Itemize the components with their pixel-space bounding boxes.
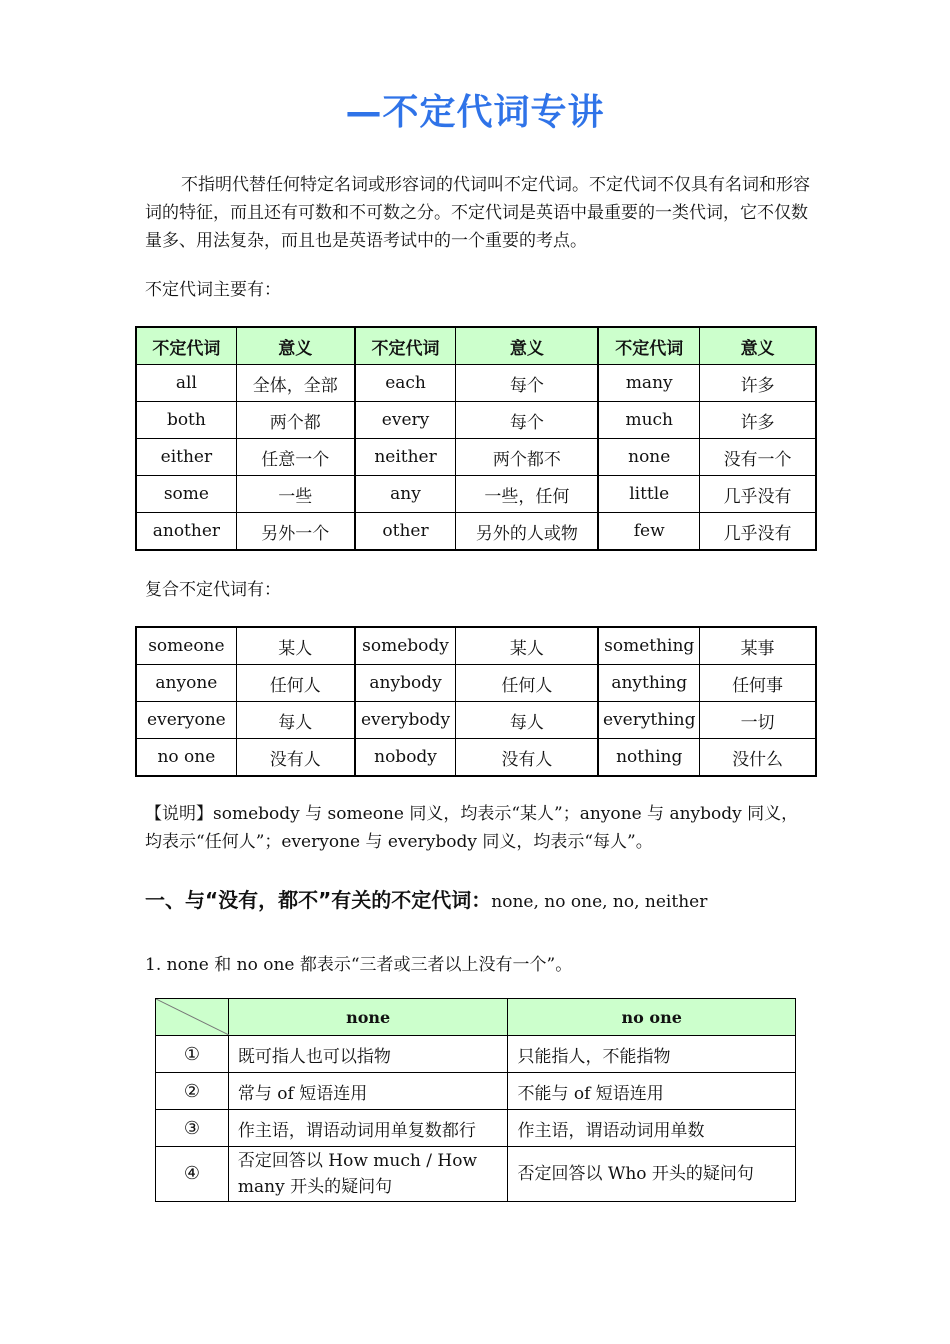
table-header-row xyxy=(156,999,796,1036)
table-cell: 每个 xyxy=(456,402,598,439)
table-cell: 一些 xyxy=(236,476,354,513)
none-vs-no-one-table xyxy=(155,998,796,1202)
table-cell: 没有一个 xyxy=(700,439,816,476)
table-cell: anything xyxy=(598,665,699,702)
compound-pronouns-label: 复合不定代词有： xyxy=(145,580,281,600)
table-cell: 只能指人，不能指物 xyxy=(508,1036,796,1073)
table-cell: nothing xyxy=(598,739,699,777)
table-cell: 几乎没有 xyxy=(700,476,816,513)
table-cell: many xyxy=(598,365,699,402)
compound-pronoun-table xyxy=(135,626,817,777)
table-row xyxy=(136,739,816,777)
table-row xyxy=(156,1147,796,1202)
table-cell: every xyxy=(355,402,456,439)
table-cell: 许多 xyxy=(700,402,816,439)
table-cell: no one xyxy=(136,739,236,777)
table-cell: 某人 xyxy=(236,627,354,665)
table-cell: 几乎没有 xyxy=(700,513,816,551)
note-paragraph: 【说明】somebody 与 someone 同义，均表示“某人”；anyone 与 anybody 同义，均表示“任何人”；everyone 与 everybody 同义，均表示“每人”。 xyxy=(145,804,799,852)
header-cell: 意义 xyxy=(236,327,354,365)
header-cell: none xyxy=(228,999,508,1036)
table-cell: 一切 xyxy=(700,702,816,739)
table-cell: someone xyxy=(136,627,236,665)
section-heading-words: none, no one, no, neither xyxy=(491,892,708,912)
header-cell: no one xyxy=(508,999,796,1036)
table-row xyxy=(156,1073,796,1110)
table-row xyxy=(136,476,816,513)
table-row xyxy=(136,702,816,739)
table-cell: somebody xyxy=(355,627,456,665)
table-cell: 某人 xyxy=(456,627,598,665)
page-title: —不定代词专讲 xyxy=(345,92,605,133)
table-cell: 常与 of 短语连用 xyxy=(228,1073,508,1110)
table-cell: 每人 xyxy=(456,702,598,739)
section-heading xyxy=(145,884,707,913)
table-cell: 任意一个 xyxy=(236,439,354,476)
row-number: ④ xyxy=(156,1147,229,1202)
header-cell: 不定代词 xyxy=(136,327,236,365)
table-cell: 作主语，谓语动词用单数 xyxy=(508,1110,796,1147)
table-row xyxy=(136,365,816,402)
table-cell: 另外一个 xyxy=(236,513,354,551)
table-row xyxy=(156,1036,796,1073)
table-cell: anybody xyxy=(355,665,456,702)
header-cell: 不定代词 xyxy=(355,327,456,365)
table-cell: 否定回答以 Who 开头的疑问句 xyxy=(508,1147,796,1202)
table-cell: each xyxy=(355,365,456,402)
intro-paragraph: 不指明代替任何特定名词或形容词的代词叫不定代词。不定代词不仅具有名词和形容词的特征，而且还有可数和不可数之分。不定代词是英语中最重要的一类代词，它不仅数量多、用法复杂，而且也是英语考试中的一个重要的考点。 xyxy=(145,175,810,251)
table-row xyxy=(136,513,816,551)
header-cell: 不定代词 xyxy=(598,327,699,365)
table-cell: 任何人 xyxy=(236,665,354,702)
table-cell: none xyxy=(598,439,699,476)
table-cell: everything xyxy=(598,702,699,739)
table-cell: 没有人 xyxy=(456,739,598,777)
table-cell: 不能与 of 短语连用 xyxy=(508,1073,796,1110)
table-cell: either xyxy=(136,439,236,476)
table-cell: 每人 xyxy=(236,702,354,739)
table-row xyxy=(136,665,816,702)
table-cell: some xyxy=(136,476,236,513)
table-row xyxy=(156,1110,796,1147)
diagonal-header-cell xyxy=(156,999,229,1036)
table-cell: 没有人 xyxy=(236,739,354,777)
table-cell: 全体，全部 xyxy=(236,365,354,402)
table-cell: everyone xyxy=(136,702,236,739)
table-cell: 每个 xyxy=(456,365,598,402)
main-pronouns-label: 不定代词主要有： xyxy=(145,280,281,300)
main-pronoun-table xyxy=(135,326,817,551)
table-cell: 没什么 xyxy=(700,739,816,777)
table-cell: 另外的人或物 xyxy=(456,513,598,551)
table-cell: another xyxy=(136,513,236,551)
table-row xyxy=(136,627,816,665)
table-cell: everybody xyxy=(355,702,456,739)
table-cell: other xyxy=(355,513,456,551)
table-cell: any xyxy=(355,476,456,513)
section-heading-text: 一、与“没有，都不”有关的不定代词： xyxy=(145,888,492,912)
table-header-row xyxy=(136,327,816,365)
table-cell: 任何事 xyxy=(700,665,816,702)
point-1-text: 1. none 和 no one 都表示“三者或三者以上没有一个”。 xyxy=(145,955,573,975)
table-cell: 许多 xyxy=(700,365,816,402)
table-row xyxy=(136,402,816,439)
table-cell: little xyxy=(598,476,699,513)
table-cell: 任何人 xyxy=(456,665,598,702)
table-row xyxy=(136,439,816,476)
table-cell: 某事 xyxy=(700,627,816,665)
table-cell: few xyxy=(598,513,699,551)
row-number: ③ xyxy=(156,1110,229,1147)
table-cell: 作主语，谓语动词用单复数都行 xyxy=(228,1110,508,1147)
table-cell: something xyxy=(598,627,699,665)
table-cell: much xyxy=(598,402,699,439)
table-cell: nobody xyxy=(355,739,456,777)
table-cell: all xyxy=(136,365,236,402)
table-cell: 一些，任何 xyxy=(456,476,598,513)
table-cell: 既可指人也可以指物 xyxy=(228,1036,508,1073)
diagonal-line-icon xyxy=(156,999,229,1035)
header-cell: 意义 xyxy=(700,327,816,365)
table-cell: 两个都 xyxy=(236,402,354,439)
table-cell: anyone xyxy=(136,665,236,702)
row-number: ① xyxy=(156,1036,229,1073)
table-cell: neither xyxy=(355,439,456,476)
table-cell: both xyxy=(136,402,236,439)
header-cell: 意义 xyxy=(456,327,598,365)
row-number: ② xyxy=(156,1073,229,1110)
table-cell: 两个都不 xyxy=(456,439,598,476)
table-cell: 否定回答以 How much / How many 开头的疑问句 xyxy=(228,1147,508,1202)
